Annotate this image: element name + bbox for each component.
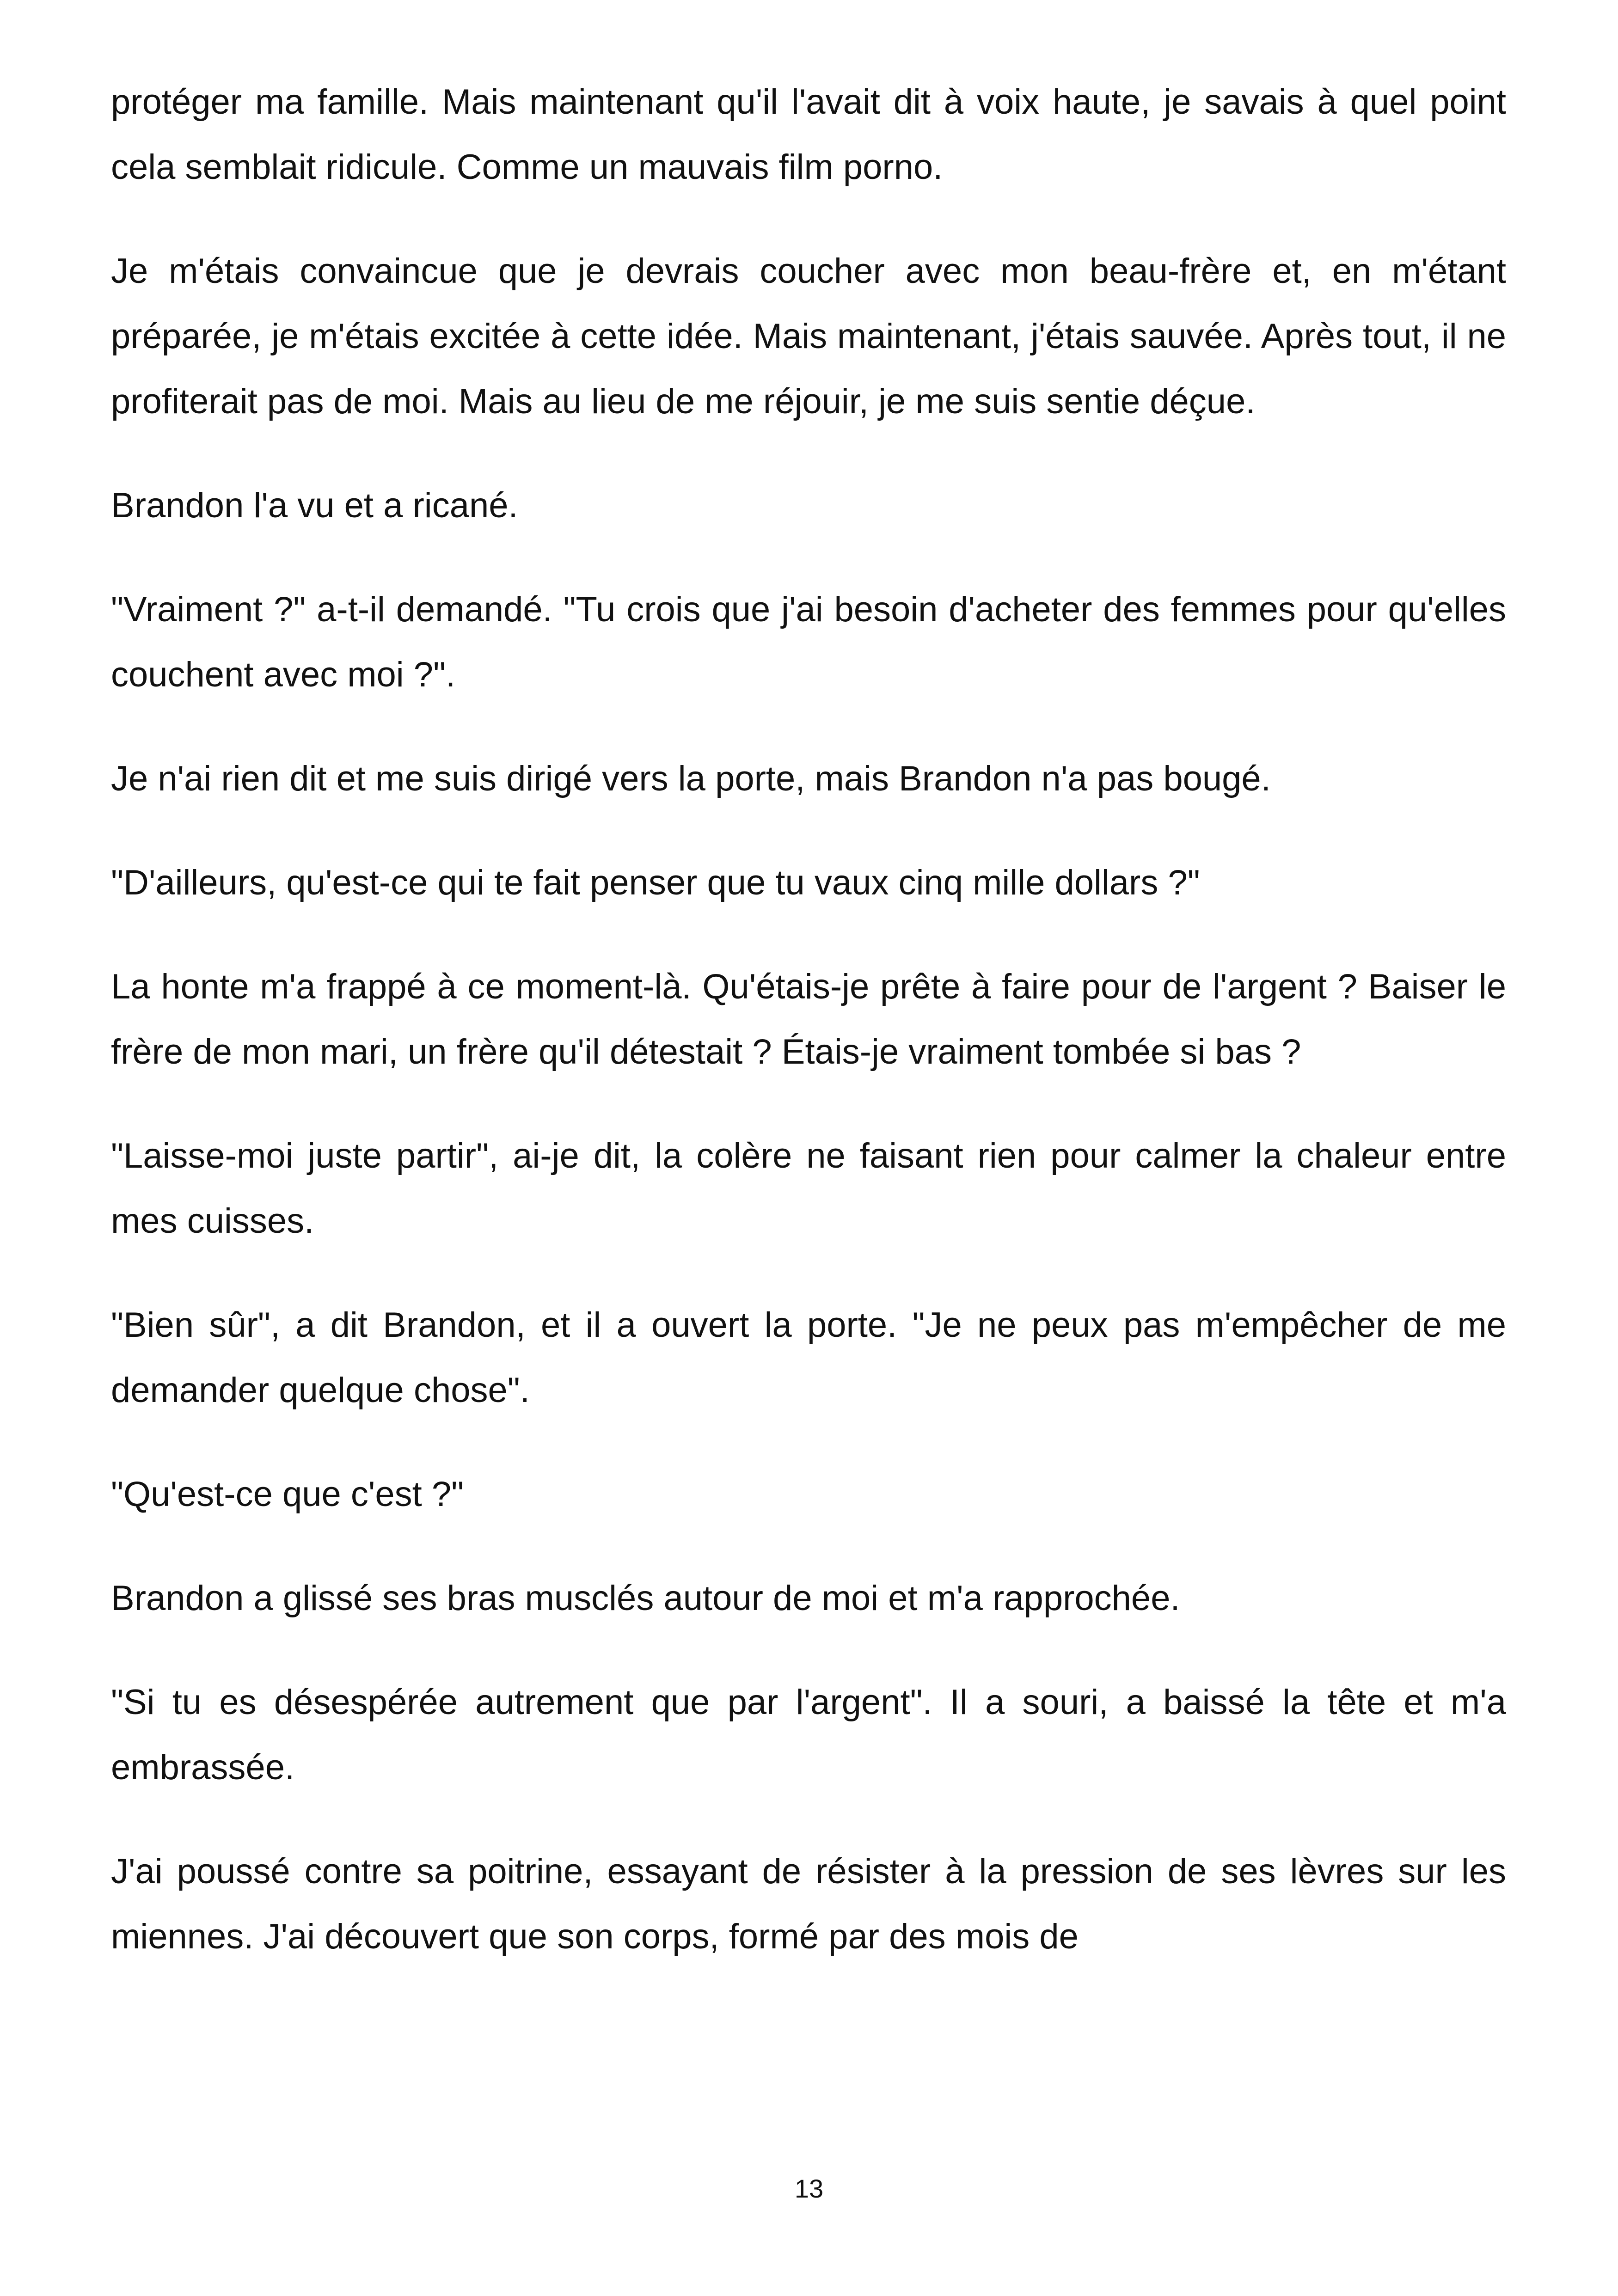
- paragraph: "Bien sûr", a dit Brandon, et il a ouvert la porte. "Je ne peux pas m'empêcher de me demander quelque chose".: [111, 1305, 1506, 1410]
- paragraph: Je m'étais convaincue que je devrais coucher avec mon beau-frère et, en m'étant préparée, je m'étais excitée à cette idée. Mais maintenant, j'étais sauvée. Après tout, il ne profiterait pas de moi. Mais au lieu de me réjouir, je me suis sentie déçue.: [111, 251, 1506, 421]
- paragraph: protéger ma famille. Mais maintenant qu'il l'avait dit à voix haute, je savais à quel point cela semblait ridicule. Comme un mauvais film porno.: [111, 82, 1506, 187]
- body-text: [111, 69, 1506, 2008]
- paragraph: "Laisse-moi juste partir", ai-je dit, la colère ne faisant rien pour calmer la chaleur entre mes cuisses.: [111, 1136, 1506, 1241]
- paragraph: "Qu'est-ce que c'est ?": [111, 1475, 464, 1514]
- paragraph: "D'ailleurs, qu'est-ce qui te fait penser que tu vaux cinq mille dollars ?": [111, 863, 1200, 902]
- paragraph: Brandon l'a vu et a ricané.: [111, 486, 518, 525]
- page-number: 13: [794, 2174, 824, 2203]
- paragraph: J'ai poussé contre sa poitrine, essayant de résister à la pression de ses lèvres sur les miennes. J'ai découvert que son corps, formé par des mois de: [111, 1852, 1506, 1956]
- paragraph: "Vraiment ?" a-t-il demandé. "Tu crois que j'ai besoin d'acheter des femmes pour qu'elles couchent avec moi ?".: [111, 590, 1506, 694]
- paragraph: Je n'ai rien dit et me suis dirigé vers la porte, mais Brandon n'a pas bougé.: [111, 759, 1271, 798]
- paragraph: "Si tu es désespérée autrement que par l'argent". Il a souri, a baissé la tête et m'a embrassée.: [111, 1683, 1506, 1787]
- paragraph: Brandon a glissé ses bras musclés autour de moi et m'a rapprochée.: [111, 1579, 1180, 1618]
- paragraph: La honte m'a frappé à ce moment-là. Qu'étais-je prête à faire pour de l'argent ? Baiser le frère de mon mari, un frère qu'il détestait ? Étais-je vraiment tombée si bas ?: [111, 967, 1506, 1071]
